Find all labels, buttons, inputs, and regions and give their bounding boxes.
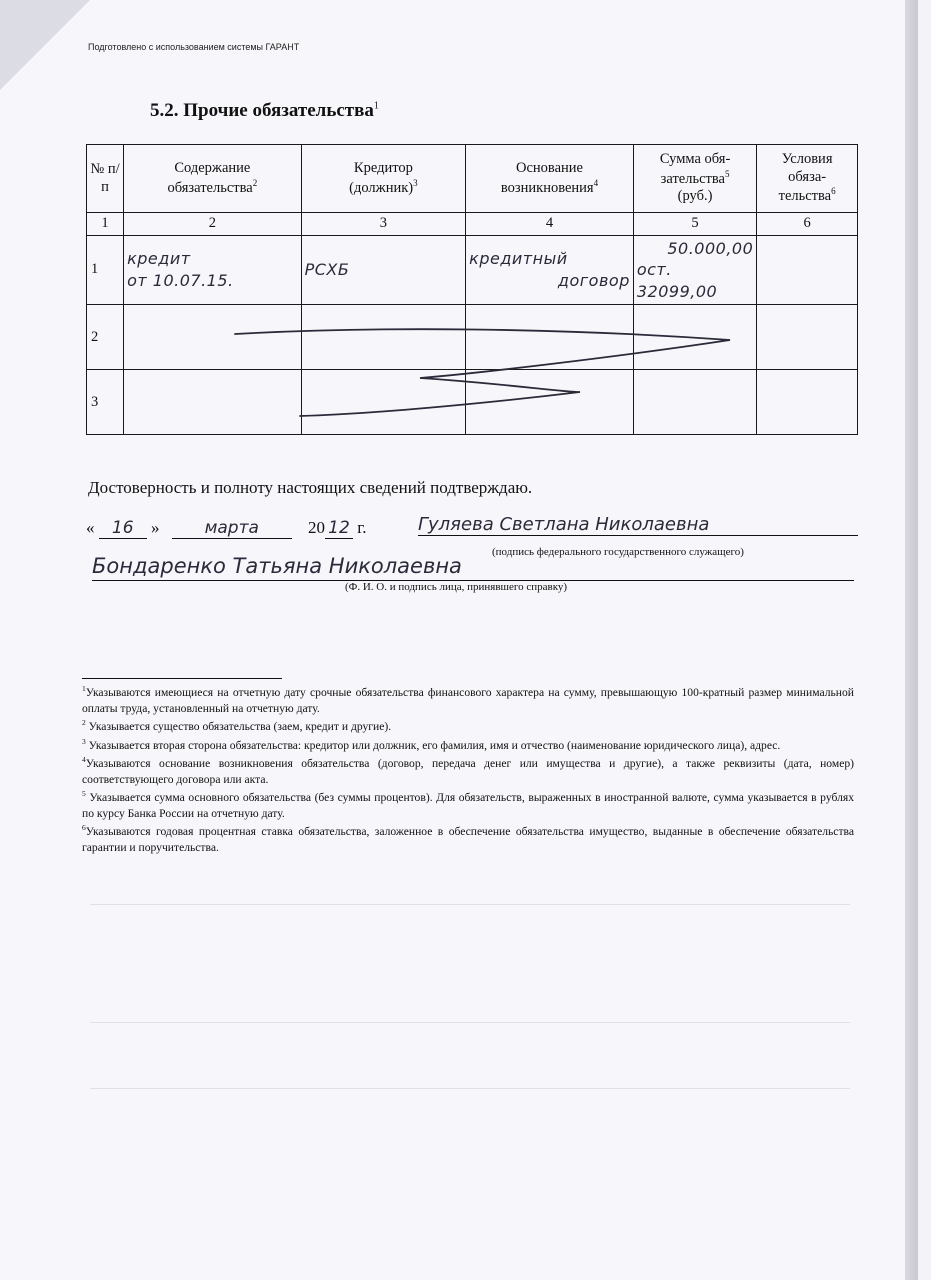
- garant-note: Подготовлено с использованием системы ГАРАНТ: [88, 42, 300, 52]
- column-number: 5: [633, 213, 756, 236]
- footnote: [82, 823, 854, 855]
- bleed-through-line: [90, 904, 850, 905]
- creditor-value: РСХБ: [304, 260, 350, 280]
- receiver-signature: [92, 554, 854, 581]
- creditor-cell: [301, 305, 466, 370]
- header-basis-note: 4: [593, 177, 599, 188]
- header-amount-line3: (руб.): [677, 188, 713, 205]
- footnote-mark: 5: [82, 789, 86, 799]
- header-creditor-note: 3: [413, 177, 418, 188]
- bleed-through-line: [90, 1022, 850, 1023]
- date-open-quote: «: [86, 518, 95, 537]
- column-number: 4: [466, 213, 634, 236]
- obligation-content-line2: от 10.07.15.: [127, 271, 234, 291]
- date-day: 16: [99, 518, 147, 539]
- creditor-cell: [301, 370, 466, 435]
- table-row: [87, 235, 858, 305]
- header-conditions: [757, 145, 858, 213]
- footnote-mark: 1: [82, 684, 86, 693]
- confirmation-statement: Достоверность и полноту настоящих сведений подтверждаю.: [88, 478, 533, 497]
- date-year-suffix: 12: [325, 518, 353, 539]
- header-amount: [633, 145, 756, 213]
- footnote-text: Указываются годовая процентная ставка обязательства, заложенное в обеспечение обязательства имущество, выданные в обеспечение обязательства гарантии и поручительства.: [82, 825, 854, 854]
- row-number: 1: [87, 235, 124, 305]
- footnote: [82, 755, 854, 787]
- header-amount-line1: Сумма обя-: [659, 151, 731, 168]
- header-num-text: № п/п: [90, 160, 120, 195]
- date-month: марта: [172, 518, 292, 539]
- section-title-text: 5.2. Прочие обязательства: [150, 100, 374, 121]
- column-number: 2: [124, 213, 302, 236]
- basis-cell: [466, 305, 634, 370]
- header-content-note: 2: [252, 177, 258, 188]
- folded-corner: [0, 0, 90, 90]
- date-close-quote: »: [151, 518, 160, 537]
- signature-date: [86, 518, 367, 539]
- conditions-cell: [757, 235, 858, 305]
- table-row: [87, 370, 858, 435]
- footnote: [82, 684, 854, 716]
- header-content-line2: обязательства: [167, 179, 253, 196]
- date-year-prefix: 20: [308, 518, 325, 537]
- header-creditor-line1: Кредитор: [353, 159, 413, 176]
- header-basis: [466, 145, 634, 213]
- footnote-text: Указывается существо обязательства (заем, кредит и другие).: [88, 720, 392, 733]
- section-title-footnote-mark: 1: [373, 100, 379, 112]
- conditions-cell: [757, 370, 858, 435]
- header-conditions-line3: тельства: [778, 188, 832, 205]
- amount-cell: [633, 370, 756, 435]
- obligation-content-line1: кредит: [127, 249, 191, 269]
- header-basis-line2: возникновения: [500, 179, 594, 196]
- column-number-row: [87, 213, 858, 236]
- header-conditions-line1: Условия: [781, 151, 833, 168]
- header-num: [87, 145, 124, 213]
- receiver-signature-caption: (Ф. И. О. и подпись лица, принявшего справку): [345, 581, 568, 593]
- footnote-text: Указываются имеющиеся на отчетную дату срочные обязательства финансового характера на сумму, превышающую 100-кратный размер минимальной оплаты труда, установленный на отчетную дату.: [82, 685, 854, 715]
- date-year-unit: г.: [357, 518, 367, 537]
- obligation-content-cell: [124, 370, 302, 435]
- page-edge-shadow: [905, 0, 918, 1280]
- bleed-through-line: [90, 1088, 850, 1089]
- header-creditor: [301, 145, 466, 213]
- column-number: 3: [301, 213, 466, 236]
- header-creditor-line2: (должник): [349, 179, 414, 196]
- header-amount-note: 5: [724, 168, 730, 179]
- footnote-mark: 4: [82, 755, 86, 765]
- column-number: 1: [87, 213, 124, 236]
- basis-cell: [466, 370, 634, 435]
- footnote-mark: 2: [82, 718, 86, 728]
- header-conditions-note: 6: [831, 186, 836, 197]
- table-row: [87, 305, 858, 370]
- basis-line1: кредитный: [469, 249, 568, 269]
- servant-signature-caption: (подпись федерального государственного служащего): [492, 546, 744, 558]
- header-amount-line2: зательства: [660, 170, 725, 187]
- obligation-content-cell: [124, 235, 302, 305]
- footnote-mark: 3: [82, 736, 86, 746]
- creditor-cell: [301, 235, 466, 305]
- footnote-text: Указывается сумма основного обязательства (без суммы процентов). Для обязательств, выраженных в иностранной валюте, сумма указывается в рублях по курсу Банка России на отчетную дату.: [82, 791, 854, 820]
- row-number: 3: [87, 370, 124, 435]
- footnote: [82, 718, 854, 735]
- basis-cell: [466, 235, 634, 305]
- header-basis-line1: Основание: [516, 159, 583, 176]
- servant-signature: [418, 514, 858, 536]
- header-content-line1: Содержание: [174, 159, 251, 176]
- header-conditions-line2: обяза-: [788, 168, 827, 185]
- row-number: 2: [87, 305, 124, 370]
- footnotes: [82, 684, 854, 858]
- footnote-text: Указываются основание возникновения обязательства (договор, передача денег или имущества и другие), а также реквизиты (дата, номер) соответствующего договора или акта.: [82, 757, 854, 786]
- conditions-cell: [757, 305, 858, 370]
- amount-cell: [633, 235, 756, 305]
- basis-line2: договор: [557, 271, 630, 291]
- footnote-mark: 6: [82, 823, 86, 833]
- obligations-table: [86, 144, 858, 435]
- amount-remaining: ост. 32099,00: [636, 260, 718, 301]
- footnote-divider: [82, 678, 282, 679]
- footnote: [82, 789, 854, 821]
- table-header-row: [87, 145, 858, 213]
- footnote-text: Указывается вторая сторона обязательства: кредитор или должник, его фамилия, имя и отчество (наименование юридического лица), адрес.: [88, 738, 781, 752]
- section-title: [150, 100, 379, 122]
- receiver-signature-text: Бондаренко Татьяна Николаевна: [92, 554, 462, 578]
- column-number: 6: [757, 213, 858, 236]
- amount-value: 50.000,00: [667, 238, 754, 258]
- servant-signature-text: Гуляева Светлана Николаевна: [418, 514, 710, 535]
- header-content: [124, 145, 302, 213]
- obligation-content-cell: [124, 305, 302, 370]
- amount-cell: [633, 305, 756, 370]
- footnote: [82, 737, 854, 754]
